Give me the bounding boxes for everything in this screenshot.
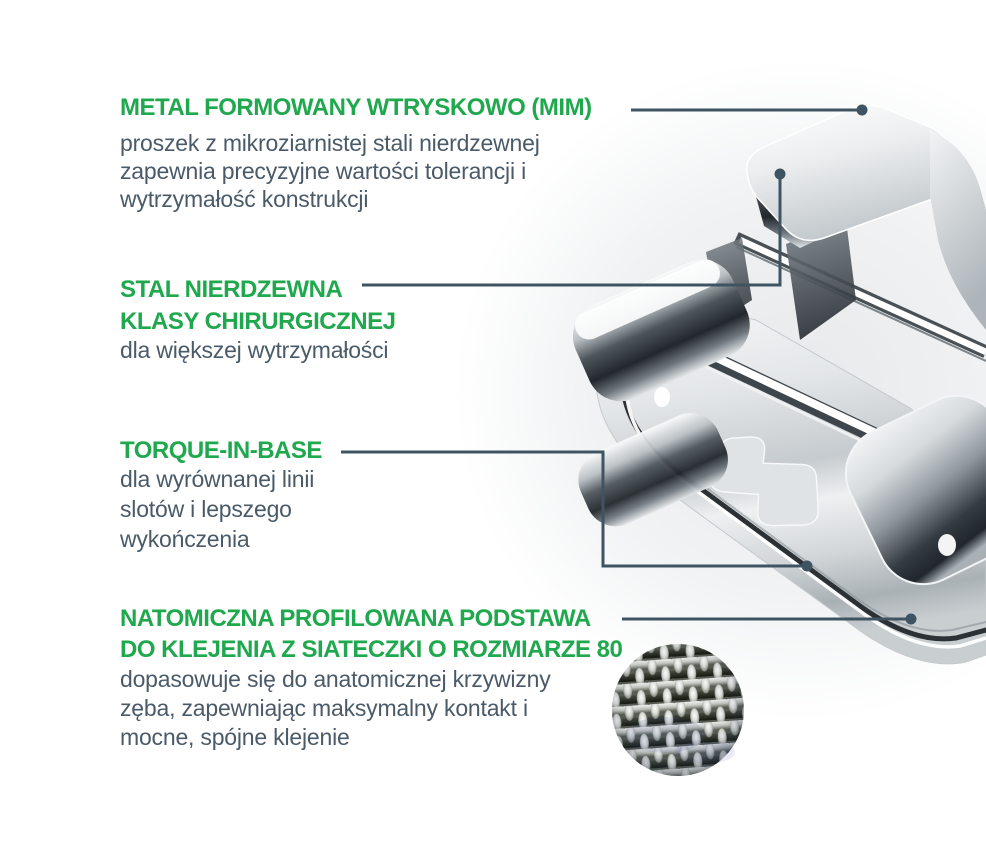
heading-line: NATOMICZNA PROFILOWANA PODSTAWA [120, 605, 591, 632]
section-body-torque [120, 464, 314, 554]
body-line: dla wyrównanej linii [120, 466, 315, 492]
heading-line: KLASY CHIRURGICZNEJ [120, 308, 396, 335]
section-heading-stal [120, 274, 395, 338]
body-line: slotów i lepszego [120, 496, 292, 522]
body-line: zapewnia precyzyjne wartości tolerancji i [120, 158, 526, 184]
bottom-right-wing-highlight [938, 534, 956, 556]
connector-dot-mim [857, 105, 868, 116]
section-heading-torque [120, 436, 322, 466]
section-heading-mim [120, 93, 592, 123]
connector-dot-stal [775, 169, 786, 180]
body-line: mocne, spójne klejenie [120, 724, 350, 750]
heading-line: METAL FORMOWANY WTRYSKOWO (MIM) [120, 94, 592, 121]
section-body-mim [120, 129, 540, 213]
body-line: zęba, zapewniając maksymalny kontakt i [120, 695, 528, 721]
connector-dot-torque [802, 561, 813, 572]
body-line: wykończenia [120, 526, 250, 552]
heading-line: STAL NIERDZEWNA [120, 276, 343, 303]
body-line: proszek z mikroziarnistej stali nierdzewnej [120, 130, 540, 156]
body-line: wytrzymałość konstrukcji [120, 186, 369, 212]
section-heading-podstawa [120, 603, 622, 665]
left-wing-highlight [654, 387, 670, 407]
connector-dot-podstawa [906, 614, 917, 625]
body-line: dla większej wytrzymałości [120, 337, 389, 363]
body-line: dopasowuje się do anatomicznej krzywizny [120, 666, 551, 692]
mesh-closeup [612, 644, 744, 776]
heading-line: DO KLEJENIA Z SIATECZKI O ROZMIARZE 80 [120, 636, 623, 663]
section-body-stal [120, 338, 388, 362]
section-body-podstawa [120, 665, 551, 752]
heading-line: TORQUE-IN-BASE [120, 437, 322, 464]
